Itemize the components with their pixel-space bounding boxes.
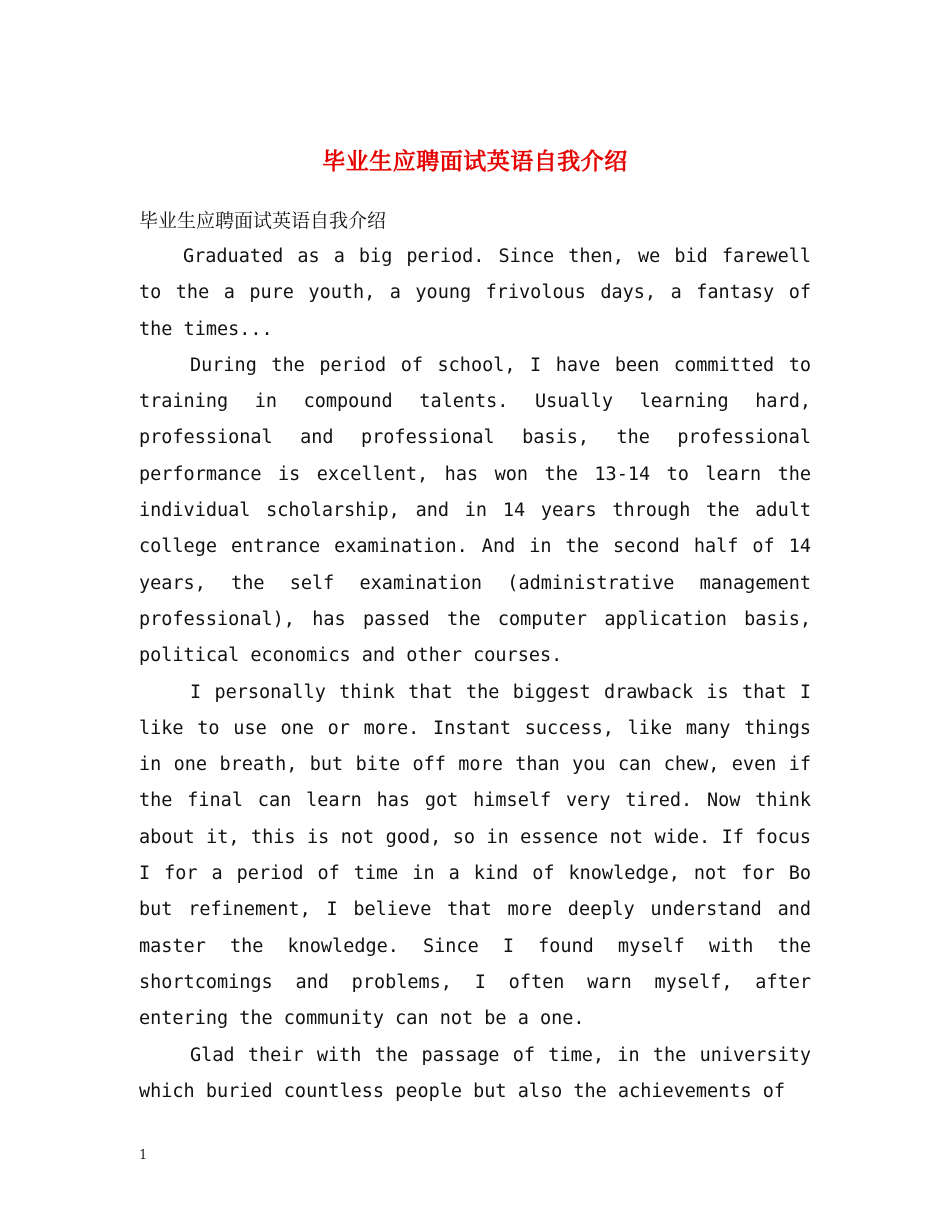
- document-subtitle: 毕业生应聘面试英语自我介绍: [139, 210, 387, 232]
- paragraph: I personally think that the biggest drawback is that I like to use one or more. Instant success, like many things in one breath, but bite off more than you can chew, even if the final can learn has got himself very tired. Now think about it, this is not good, so in essence not wide. If focus I for a period of time in a kind of knowledge, not for Bo but refinement, I believe that more deeply understand and master the knowledge. Since I found myself with the shortcomings and problems, I often warn myself, after entering the community can not be a one.: [139, 681, 811, 1030]
- paragraph: Glad their with the passage of time, in the university which buried countless people but also the achievements of: [139, 1044, 811, 1102]
- document-body: [139, 203, 811, 1110]
- page-number: 1: [139, 1148, 148, 1163]
- paragraph: During the period of school, I have been committed to training in compound talents. Usually learning hard, professional and professional basis, the professional performance is excellent, has won the 13-14 to learn the individual scholarship, and in 14 years through the adult college entrance examination. And in the second half of 14 years, the self examination (administrative management professional), has passed the computer application basis, political economics and other courses.: [139, 354, 811, 667]
- page-title: 毕业生应聘面试英语自我介绍: [322, 148, 628, 176]
- paragraph: Graduated as a big period. Since then, we bid farewell to the a pure youth, a young frivolous days, a fantasy of the times...: [139, 246, 811, 340]
